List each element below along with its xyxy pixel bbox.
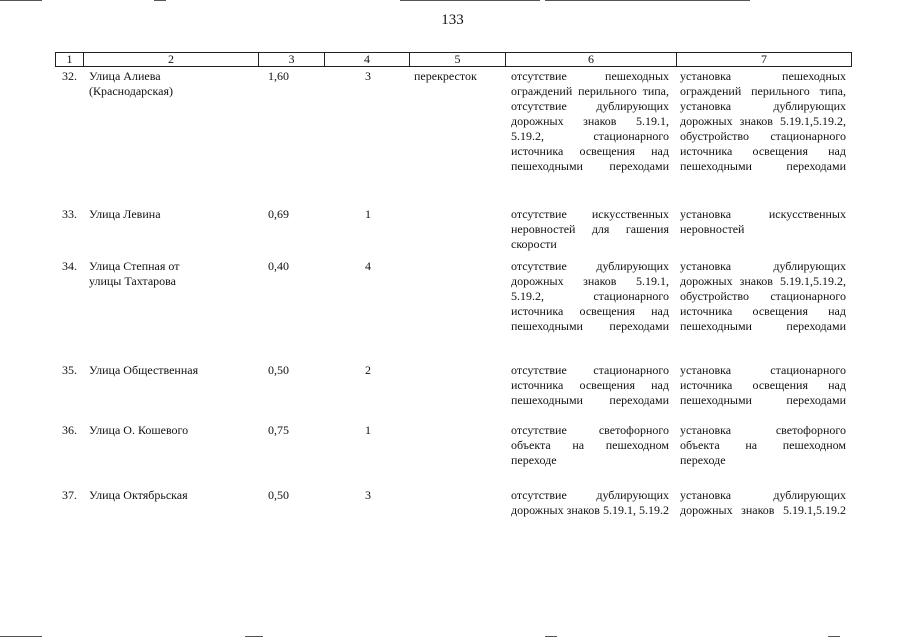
road-length: 1,60	[268, 69, 289, 83]
column-header-2: 2	[83, 52, 259, 67]
column-header-1: 1	[55, 52, 84, 67]
deficiency-text: отсутствие искусственных неровностей для гашения скорости	[511, 207, 669, 251]
page-number: 133	[441, 12, 464, 28]
road-length: 0,50	[268, 363, 289, 377]
crossing-count: 4	[365, 259, 371, 273]
scan-artifact-line	[0, 0, 42, 1]
scan-artifact-line	[828, 636, 840, 637]
scan-artifact-line	[154, 0, 166, 1]
scan-artifact-line	[400, 0, 540, 1]
scan-artifact-line	[0, 636, 42, 637]
row-number: 32.	[62, 69, 77, 83]
street-name: Улица Алиева (Краснодарская)	[89, 69, 173, 98]
column-header-4: 4	[324, 52, 410, 67]
row-number: 37.	[62, 488, 77, 502]
row-number: 36.	[62, 423, 77, 437]
measures-text: установка искусственных неровностей	[680, 207, 846, 236]
scan-artifact-line	[245, 636, 263, 637]
street-name: Улица Левина	[89, 207, 161, 221]
column-header-7: 7	[676, 52, 852, 67]
scan-artifact-line	[545, 636, 557, 637]
deficiency-text: отсутствие пешеходных ограждений перильного типа, отсутствие дублирующих дорожных знаков 5.19.1, 5.19.2, стационарного источника освещения над пешеходными переходами	[511, 69, 669, 173]
scan-artifact-line	[545, 0, 750, 1]
crossing-count: 3	[365, 69, 371, 83]
row-number: 33.	[62, 207, 77, 221]
crossing-count: 2	[365, 363, 371, 377]
measures-text: установка пешеходных ограждений перильного типа, установка дублирующих дорожных знаков 5.19.1,5.19.2, обустройство стационарного источника освещения над пешеходными переходами	[680, 69, 846, 173]
deficiency-text: отсутствие дублирующих дорожных знаков 5.19.1, 5.19.2	[511, 488, 669, 517]
road-length: 0,75	[268, 423, 289, 437]
street-name: Улица Октябрьская	[89, 488, 188, 502]
row-number: 34.	[62, 259, 77, 273]
column-header-6: 6	[505, 52, 677, 67]
street-name: Улица Общественная	[89, 363, 199, 377]
road-length: 0,40	[268, 259, 289, 273]
street-name: Улица О. Кошевого	[89, 423, 189, 437]
measures-text: установка стационарного источника освещения над пешеходными переходами	[680, 363, 846, 407]
measures-text: установка светофорного объекта на пешеходном переходе	[680, 423, 846, 467]
column-header-5: 5	[409, 52, 506, 67]
measures-text: установка дублирующих дорожных знаков 5.19.1,5.19.2	[680, 488, 846, 517]
deficiency-text: отсутствие светофорного объекта на пешеходном переходе	[511, 423, 669, 467]
road-length: 0,69	[268, 207, 289, 221]
column-header-3: 3	[258, 52, 325, 67]
crossing-count: 1	[365, 207, 371, 221]
street-name: Улица Степная от улицы Тахтарова	[89, 259, 180, 288]
road-length: 0,50	[268, 488, 289, 502]
measures-text: установка дублирующих дорожных знаков 5.19.1,5.19.2, обустройство стационарного источника освещения над пешеходными переходами	[680, 259, 846, 333]
crossing-count: 1	[365, 423, 371, 437]
location-type: перекресток	[414, 69, 477, 83]
crossing-count: 3	[365, 488, 371, 502]
deficiency-text: отсутствие дублирующих дорожных знаков 5.19.1, 5.19.2, стационарного источника освещения над пешеходными переходами	[511, 259, 669, 333]
row-number: 35.	[62, 363, 77, 377]
deficiency-text: отсутствие стационарного источника освещения над пешеходными переходами	[511, 363, 669, 407]
